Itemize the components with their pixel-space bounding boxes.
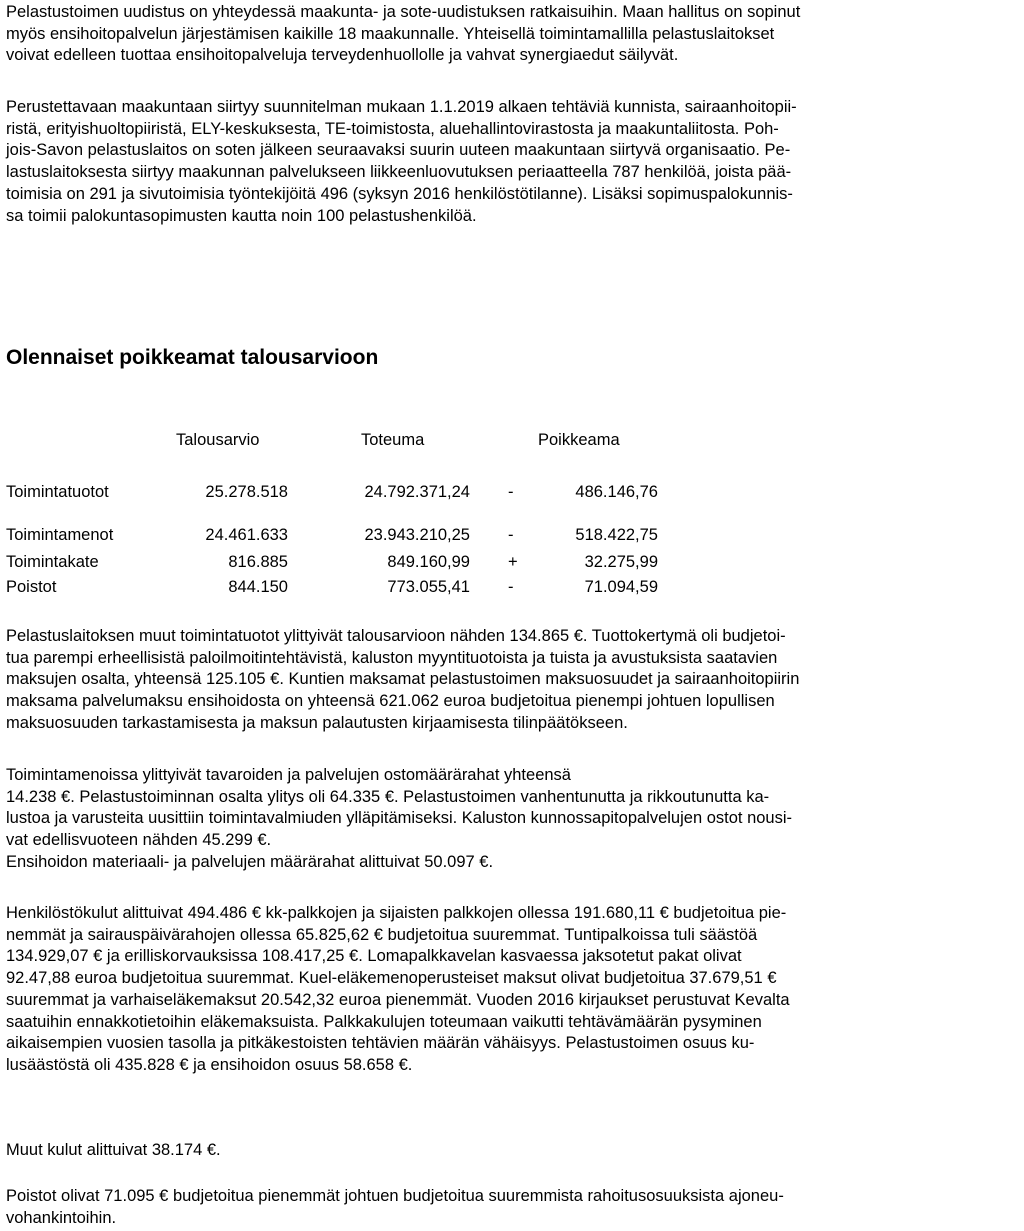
column-header-budget: Talousarvio — [176, 431, 260, 449]
text-line: Toimintamenoissa ylittyivät tavaroiden ja palvelujen ostomäärärahat yhteensä — [6, 766, 571, 784]
actual-value: 23.943.210,25 — [364, 526, 470, 544]
personnel-paragraph — [6, 903, 1020, 1077]
row-label: Poistot — [6, 578, 57, 596]
income-paragraph — [6, 626, 1020, 735]
text-line: vohankintoihin. — [6, 1208, 117, 1227]
transfer-paragraph — [6, 97, 1020, 227]
text-line: ristä, erityishuoltopiiristä, ELY-keskuksesta, TE-toimistosta, aluehallintovirastosta ja maakuntaliitosta. Poh- — [6, 119, 779, 138]
text-line: 14.238 €. Pelastustoiminnan osalta ylitys oli 64.335 €. Pelastustoimen vanhentunutta ja rikkoutunutta ka- — [6, 787, 770, 806]
text-line: maksujen osalta, yhteensä 125.105 €. Kuntien maksamat pelastustoimen maksuosuudet ja sairaanhoitopiirin — [6, 670, 800, 689]
budget-value: 24.461.633 — [205, 526, 288, 544]
row-label: Toimintatuotot — [6, 483, 109, 501]
deviation-sign: - — [508, 578, 514, 596]
text-line: toimisia on 291 ja sivutoimisia työntekijöitä 496 (syksyn 2016 henkilöstötilanne). Lisäksi sopimuspalokunnis- — [6, 184, 793, 203]
text-line: Henkilöstökulut alittuivat 494.486 € kk-palkkojen ja sijaisten palkkojen ollessa 191.680,11 € budjetoitua pie- — [6, 904, 787, 922]
text-line: Muut kulut alittuivat 38.174 €. — [6, 1141, 221, 1159]
deviation-value: 518.422,75 — [575, 526, 658, 544]
actual-value: 773.055,41 — [387, 578, 470, 596]
text-line: lastuslaitoksesta siirtyy maakunnan palvelukseen liikkeenluovutuksen periaatteella 787 henkilöä, joista pää- — [6, 163, 792, 182]
text-line: vat edellisvuoteen nähden 45.299 €. — [6, 831, 272, 850]
actual-value: 24.792.371,24 — [364, 483, 470, 501]
text-line: Pelastuslaitoksen muut toimintatuotot ylittyivät talousarvioon nähden 134.865 €. Tuottokertymä oli budjetoi- — [6, 627, 786, 645]
budget-value: 25.278.518 — [205, 483, 288, 501]
deviation-sign: - — [508, 526, 514, 544]
text-line: lusäästöstä oli 435.828 € ja ensihoidon osuus 58.658 €. — [6, 1055, 413, 1074]
text-line: nemmät ja sairauspäivärahojen ollessa 65.825,62 € budjetoitua suuremmat. Tuntipalkoissa tuli säästöä — [6, 925, 758, 944]
text-line: suuremmat ja varhaiseläkemaksut 20.542,32 euroa pienemmät. Vuoden 2016 kirjaukset perustuvat Kevalta — [6, 990, 790, 1009]
deviation-value: 71.094,59 — [584, 578, 658, 596]
text-line: Poistot olivat 71.095 € budjetoitua pienemmät johtuen budjetoitua suuremmista rahoitusosuuksista ajoneu- — [6, 1187, 784, 1205]
section-title: Olennaiset poikkeamat talousarvioon — [6, 346, 379, 369]
budget-value: 816.885 — [228, 553, 288, 571]
column-header-actual: Toteuma — [361, 431, 425, 449]
text-line: voivat edelleen tuottaa ensihoitopalveluja terveydenhuollolle ja vahvat synergiaedut säilyvät. — [6, 46, 679, 65]
text-line: Ensihoidon materiaali- ja palvelujen määrärahat alittuivat 50.097 €. — [6, 852, 494, 871]
text-line: aikaisempien vuosien tasolla ja pitkäkestoisten tehtävien määrän vähäisyys. Pelastustoimen osuus ku- — [6, 1034, 755, 1053]
text-line: sa toimii palokuntasopimusten kautta noin 100 pelastushenkilöä. — [6, 206, 477, 225]
text-line: maksuosuuden tarkastamisesta ja maksun palautusten kirjaamisesta tilinpäätökseen. — [6, 713, 628, 732]
other-costs-paragraph — [6, 1140, 1020, 1162]
text-line: lustoa ja varusteita uusittiin toimintavalmiuden ylläpitämiseksi. Kaluston kunnossapitopalvelujen ostot nousi- — [6, 809, 793, 828]
deviation-value: 32.275,99 — [584, 553, 658, 571]
text-line: 134.929,07 € ja erilliskorvauksissa 108.417,25 €. Lomapalkkavelan kasvaessa jaksotetut pakat olivat — [6, 947, 742, 966]
budget-value: 844.150 — [228, 578, 288, 596]
text-line: maksama palvelumaksu ensihoidosta on yhteensä 621.062 euroa budjetoitua pienempi johtuen lopullisen — [6, 692, 775, 711]
expenses-paragraph — [6, 765, 1020, 874]
text-line: 92.47,88 euroa budjetoitua suuremmat. Kuel-eläkemenoperusteiset maksut olivat budjetoitua 37.679,51 € — [6, 969, 777, 988]
row-label: Toimintakate — [6, 553, 99, 571]
deviation-value: 486.146,76 — [575, 483, 658, 501]
actual-value: 849.160,99 — [387, 553, 470, 571]
text-line: Pelastustoimen uudistus on yhteydessä maakunta- ja sote-uudistuksen ratkaisuihin. Maan hallitus on sopinut — [6, 3, 801, 21]
row-label: Toimintamenot — [6, 526, 114, 544]
intro-paragraph — [6, 2, 1020, 67]
text-line: jois-Savon pelastuslaitos on soten jälkeen seuraavaksi suurin uuteen maakuntaan siirtyvä organisaatio. Pe- — [6, 141, 791, 160]
deviation-sign: + — [508, 553, 518, 571]
deviation-sign: - — [508, 483, 514, 501]
text-line: tua parempi erheellisistä paloilmoitintehtävistä, kaluston myyntituotoista ja tuista ja avustuksista saatavien — [6, 648, 778, 667]
text-line: Perustettavaan maakuntaan siirtyy suunnitelman mukaan 1.1.2019 alkaen tehtäviä kunnista, sairaanhoitopii- — [6, 98, 797, 116]
column-header-deviation: Poikkeama — [538, 431, 620, 449]
text-line: myös ensihoitopalvelun järjestämisen kaikille 18 maakunnalle. Yhteisellä toimintamallilla pelastuslaitokset — [6, 24, 775, 43]
text-line: saatuihin ennakkotietoihin eläkemaksuista. Palkkakulujen toteumaan vaikutti tehtävämäärän pysyminen — [6, 1012, 762, 1031]
depreciation-paragraph — [6, 1186, 1020, 1229]
